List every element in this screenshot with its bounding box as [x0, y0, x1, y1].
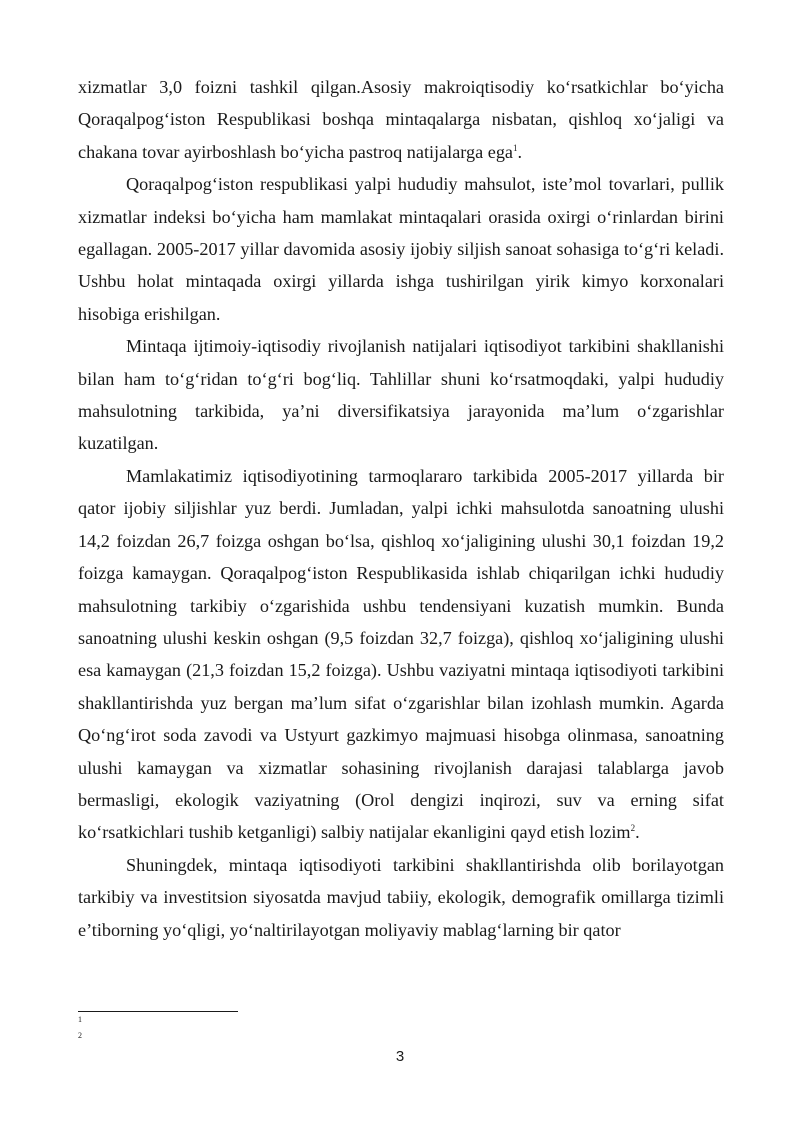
footnote-1: 1 [78, 1015, 82, 1024]
paragraph-4 [78, 460, 724, 849]
paragraph-5 [78, 849, 724, 946]
footnote-ref-1[interactable]: 1 [512, 142, 518, 153]
paragraph-text: Mamlakatimiz iqtisodiyotining tarmoqlararo tarkibida 2005-2017 yillarda bir qator ijobiy siljishlar yuz berdi. Jumladan, yalpi ichki mahsulotda sanoatning ulushi 14,2 foizdan 26,7 foizga oshgan bo‘lsa, qishloq xo‘jaligining ulushi 30,1 foizdan 19,2 foizga kamaygan. Qoraqalpog‘iston Respublikasida ishlab chiqarilgan ichki hududiy mahsulotning tarkibiy o‘zgarishida ushbu tendensiyani kuzatish mumkin. Bunda sanoatning ulushi keskin oshgan (9,5 foizdan 32,7 foizga), qishloq xo‘jaligining ulushi esa kamaygan (21,3 foizdan 15,2 foizga). Ushbu vaziyatni mintaqa iqtisodiyoti tarkibini shakllantirishda yuz bergan ma’lum sifat o‘zgarishlar bilan izohlash mumkin. Agarda Qo‘ng‘irot soda zavodi va Ustyurt gazkimyo majmuasi hisobga olinmasa, sanoatning ulushi kamaygan va xizmatlar sohasining rivojlanish darajasi talablarga javob bermasligi, ekologik vaziyatning (Orol dengizi inqirozi, suv va erning sifat ko‘rsatkichlari tushib ketganligi) salbiy natijalar ekanligini qayd etish lozim [78, 465, 724, 843]
paragraph-tail: . [635, 822, 640, 843]
paragraph-text: xizmatlar 3,0 foizni tashkil qilgan.Asosiy makroiqtisodiy ko‘rsatkichlar bo‘yicha Qoraqalpog‘iston Respublikasi boshqa mintaqalarga nisbatan, qishloq xo‘jaligi va chakana tovar ayirboshlash bo‘yicha pastroq natijalarga ega [78, 77, 724, 162]
paragraph-1 [78, 71, 724, 168]
paragraph-text: Shuningdek, mintaqa iqtisodiyoti tarkibini shakllantirishda olib borilayotgan tarkibiy va investitsion siyosatda mavjud tabiiy, ekologik, demografik omillarga tizimli e’tiborning yo‘qligi, yo‘naltirilayotgan moliyaviy mablag‘larning bir qator [78, 854, 724, 940]
paragraph-2 [78, 168, 724, 330]
paragraph-tail: . [517, 141, 523, 162]
document-body [78, 71, 724, 946]
paragraph-text: Qoraqalpog‘iston respublikasi yalpi hududiy mahsulot, iste’mol tovarlari, pullik xizmatlar indeksi bo‘yicha ham mamlakat mintaqalari orasida oxirgi o‘rinlardan birini egallagan. 2005-2017 yillar davomida asosiy ijobiy siljish sanoat sohasiga to‘g‘ri keladi. Ushbu holat mintaqada oxirgi yillarda ishga tushirilgan yirik kimyo korxonalari hisobiga erishilgan. [78, 174, 724, 324]
footnote-separator [78, 1011, 238, 1012]
paragraph-text: Mintaqa ijtimoiy-iqtisodiy rivojlanish natijalari iqtisodiyot tarkibini shakllanishi bilan ham to‘g‘ridan to‘g‘ri bog‘liq. Tahlillar shuni ko‘rsatmoqdaki, yalpi hududiy mahsulotning tarkibida, ya’ni diversifikatsiya jarayonida ma’lum o‘zgarishlar kuzatilgan. [78, 336, 724, 454]
footnote-ref-2[interactable]: 2 [630, 823, 636, 834]
paragraph-3 [78, 330, 724, 460]
footnote-2: 2 [78, 1031, 82, 1040]
page-number: 3 [395, 1048, 405, 1065]
